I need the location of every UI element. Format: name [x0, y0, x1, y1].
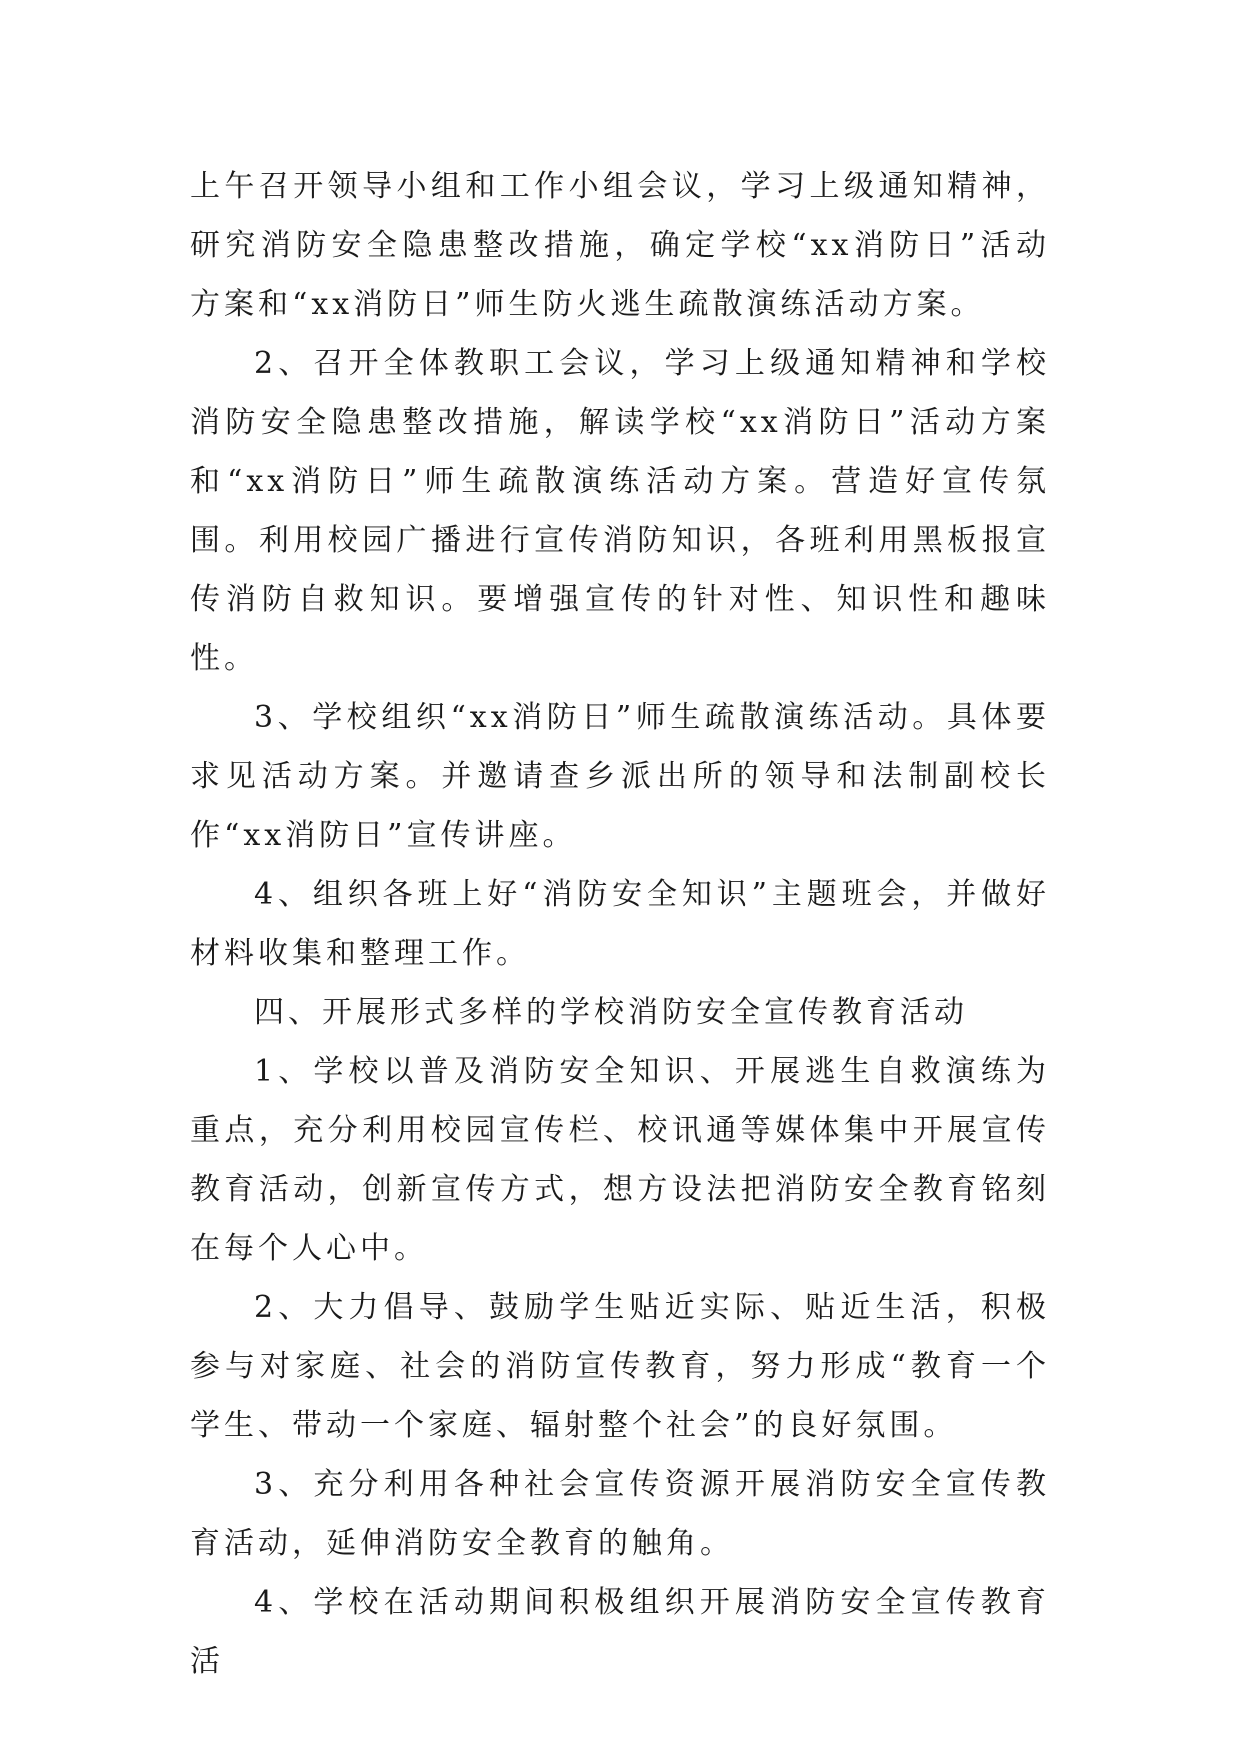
paragraph-8: 4、学校在活动期间积极组织开展消防安全宣传教育活 [190, 1585, 1050, 1679]
document-body [190, 157, 1050, 1691]
paragraph-2: 2、召开全体教职工会议，学习上级通知精神和学校消防安全隐患整改措施，解读学校“xx消防日”活动方案和“xx消防日”师生疏散演练活动方案。营造好宣传氛围。利用校园广播进行宣传消防知识，各班利用黑板报宣传消防自救知识。要增强宣传的针对性、知识性和趣味性。 [190, 346, 1050, 676]
paragraph-4: 4、组织各班上好“消防安全知识”主题班会，并做好材料收集和整理工作。 [190, 877, 1050, 971]
section-heading: 四、开展形式多样的学校消防安全宣传教育活动 [254, 995, 968, 1030]
paragraph-5: 1、学校以普及消防安全知识、开展逃生自救演练为重点，充分利用校园宣传栏、校讯通等媒体集中开展宣传教育活动，创新宣传方式，想方设法把消防安全教育铭刻在每个人心中。 [190, 1054, 1050, 1266]
paragraph-6: 2、大力倡导、鼓励学生贴近实际、贴近生活，积极参与对家庭、社会的消防宣传教育，努力形成“教育一个学生、带动一个家庭、辐射整个社会”的良好氛围。 [190, 1290, 1050, 1443]
paragraph-1: 上午召开领导小组和工作小组会议，学习上级通知精神，研究消防安全隐患整改措施，确定学校“xx消防日”活动方案和“xx消防日”师生防火逃生疏散演练活动方案。 [190, 169, 1050, 322]
paragraph-7: 3、充分利用各种社会宣传资源开展消防安全宣传教育活动，延伸消防安全教育的触角。 [190, 1467, 1050, 1561]
paragraph-3: 3、学校组织“xx消防日”师生疏散演练活动。具体要求见活动方案。并邀请查乡派出所的领导和法制副校长作“xx消防日”宣传讲座。 [190, 700, 1050, 853]
